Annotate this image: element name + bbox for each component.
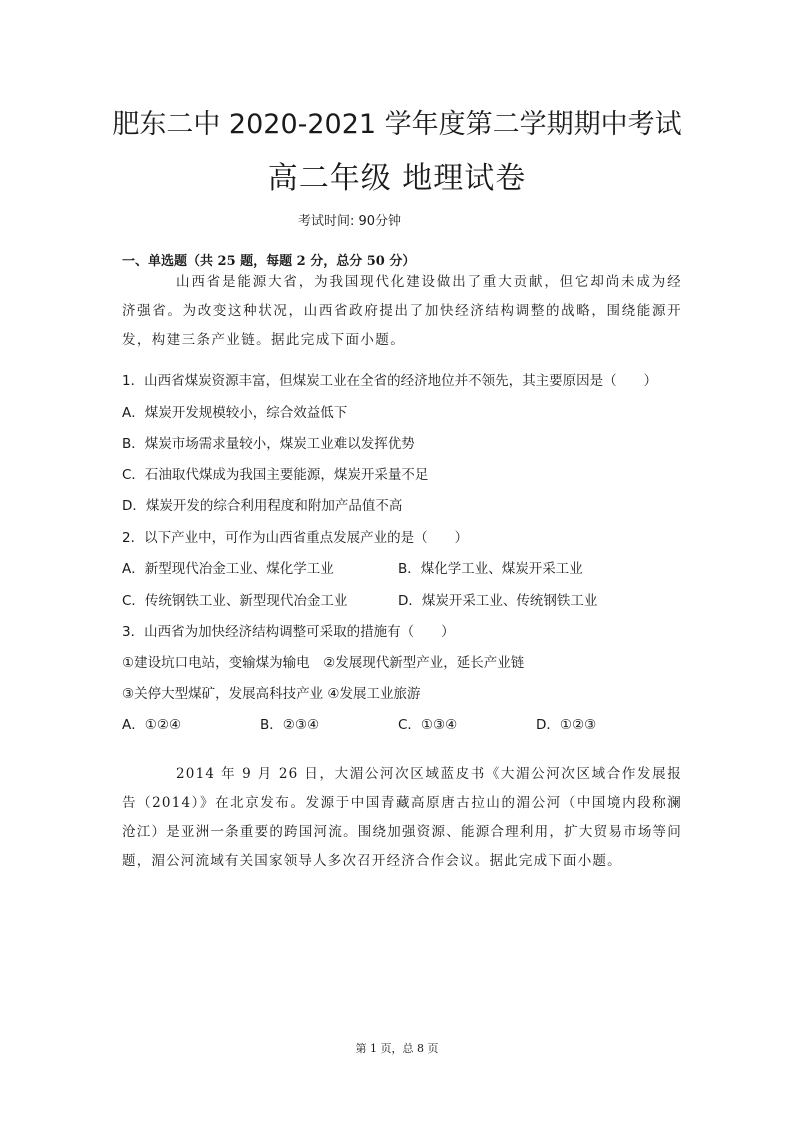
question-3-option-c: C．①③④	[398, 717, 458, 733]
exam-subtitle: 高二年级 地理试卷	[267, 161, 527, 196]
question-2-option-d: D．煤炭开采工业、传统钢铁工业	[398, 593, 598, 609]
question-3-items-line-1: ①建设坑口电站，变输煤为输电 ②发展现代新型产业，延长产业链	[122, 655, 525, 671]
question-3-option-d: D．①②③	[536, 717, 597, 733]
question-3-stem: 3．山西省为加快经济结构调整可采取的措施有（ ）	[122, 624, 455, 640]
passage-shanxi: 山西省是能源大省，为我国现代化建设做出了重大贡献，但它却尚未成为经济强省。为改变这种状况，山西省政府提出了加快经济结构调整的战略，围绕能源开发，构建三条产业链。据此完成下面小题。	[122, 274, 682, 348]
question-1-option-b: B．煤炭市场需求量较小，煤炭工业难以发挥优势	[122, 436, 415, 452]
question-2-option-b: B．煤化学工业、煤炭开采工业	[398, 561, 583, 577]
question-2-stem: 2．以下产业中，可作为山西省重点发展产业的是（ ）	[122, 530, 469, 546]
question-1-option-d: D．煤炭开发的综合利用程度和附加产品值不高	[122, 498, 403, 514]
question-1-option-a: A．煤炭开发规模较小，综合效益低下	[122, 405, 348, 421]
question-1-stem: 1．山西省煤炭资源丰富，但煤炭工业在全省的经济地位并不领先，其主要原因是（ ）	[122, 373, 658, 389]
passage-mekong: 2014 年 9 月 26 日，大湄公河次区域蓝皮书《大湄公河次区域合作发展报告（2014）》在北京发布。发源于中国青藏高原唐古拉山的湄公河（中国境内段称澜沧江）是亚洲一条重要的跨国河流。围绕加强资源、能源合理利用，扩大贸易市场等问题，湄公河流域有关国家领导人多次召开经济合作会议。据此完成下面小题。	[122, 766, 682, 869]
section-heading: 一、单选题（共 25 题，每题 2 分，总分 50 分）	[122, 254, 416, 269]
question-2-option-c: C．传统钢铁工业、新型现代冶金工业	[122, 593, 348, 609]
exam-time: 考试时间: 90分钟	[298, 214, 402, 229]
page-footer: 第 1 页，总 8 页	[355, 1042, 439, 1055]
question-3-option-a: A．①②④	[122, 717, 182, 733]
question-3-option-b: B．②③④	[260, 717, 320, 733]
question-3-items-line-2: ③关停大型煤矿，发展高科技产业 ④发展工业旅游	[122, 686, 421, 702]
question-2-option-a: A．新型现代冶金工业、煤化学工业	[122, 561, 334, 577]
question-1-option-c: C．石油取代煤成为我国主要能源，煤炭开采量不足	[122, 467, 429, 483]
exam-title: 肥东二中 2020-2021 学年度第二学期期中考试	[112, 109, 682, 140]
